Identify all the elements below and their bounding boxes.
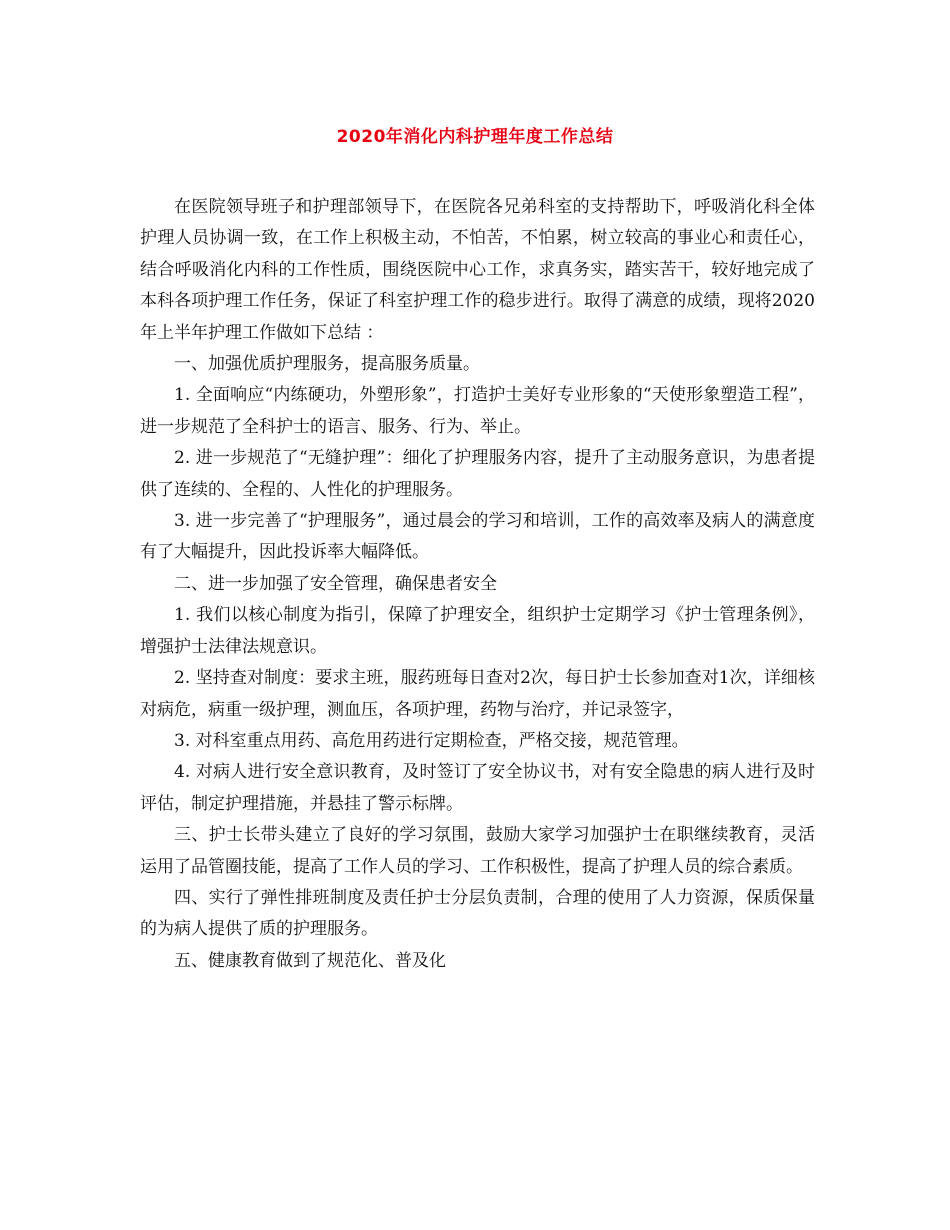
section-paragraph-3: 三、护士长带头建立了良好的学习氛围，鼓励大家学习加强护士在职继续教育，灵活运用了品管圈技能，提高了工作人员的学习、工作积极性，提高了护理人员的综合素质。 [140, 825, 815, 877]
list-item: 3. 对科室重点用药、高危用药进行定期检查，严格交接，规范管理。 [174, 730, 689, 751]
paragraph-intro: 在医院领导班子和护理部领导下，在医院各兄弟科室的支持帮助下，呼吸消化科全体护理人员协调一致，在工作上积极主动，不怕苦，不怕累，树立较高的事业心和责任心，结合呼吸消化内科的工作性质，围绕医院中心工作，求真务实，踏实苦干，较好地完成了本科各项护理工作任务，保证了科室护理工作的稳步进行。取得了满意的成绩，现将2020年上半年护理工作做如下总结 ： [140, 197, 815, 343]
document-body [140, 192, 815, 977]
section-heading-2: 二、进一步加强了安全管理，确保患者安全 [174, 573, 497, 594]
list-item: 2. 坚持查对制度：要求主班，服药班每日查对2次，每日护士长参加查对1次，详细核对病危，病重一级护理，测血压，各项护理，药物与治疗，并记录签字， [140, 668, 815, 720]
document-title: 2020年消化内科护理年度工作总结 [336, 127, 614, 147]
list-item: 3. 进一步完善了“护理服务”，通过晨会的学习和培训，工作的高效率及病人的满意度有了大幅提升，因此投诉率大幅降低。 [140, 511, 815, 563]
section-heading-1: 一、加强优质护理服务，提高服务质量。 [174, 354, 480, 375]
section-heading-5: 五、健康教育做到了规范化、普及化 [174, 950, 446, 971]
list-item: 2. 进一步规范了“无缝护理”：细化了护理服务内容，提升了主动服务意识，为患者提供了连续的、全程的、人性化的护理服务。 [140, 448, 815, 500]
list-item: 1. 我们以核心制度为指引，保障了护理安全，组织护士定期学习《护士管理条例》，增强护士法律法规意识。 [140, 605, 815, 657]
list-item: 1. 全面响应“内练硬功，外塑形象”，打造护士美好专业形象的“天使形象塑造工程”，进一步规范了全科护士的语言、服务、行为、举止。 [140, 385, 815, 437]
list-item: 4. 对病人进行安全意识教育，及时签订了安全协议书，对有安全隐患的病人进行及时评估，制定护理措施，并悬挂了警示标牌。 [140, 762, 815, 814]
section-paragraph-4: 四、实行了弹性排班制度及责任护士分层负责制，合理的使用了人力资源，保质保量的为病人提供了质的护理服务。 [140, 887, 815, 940]
